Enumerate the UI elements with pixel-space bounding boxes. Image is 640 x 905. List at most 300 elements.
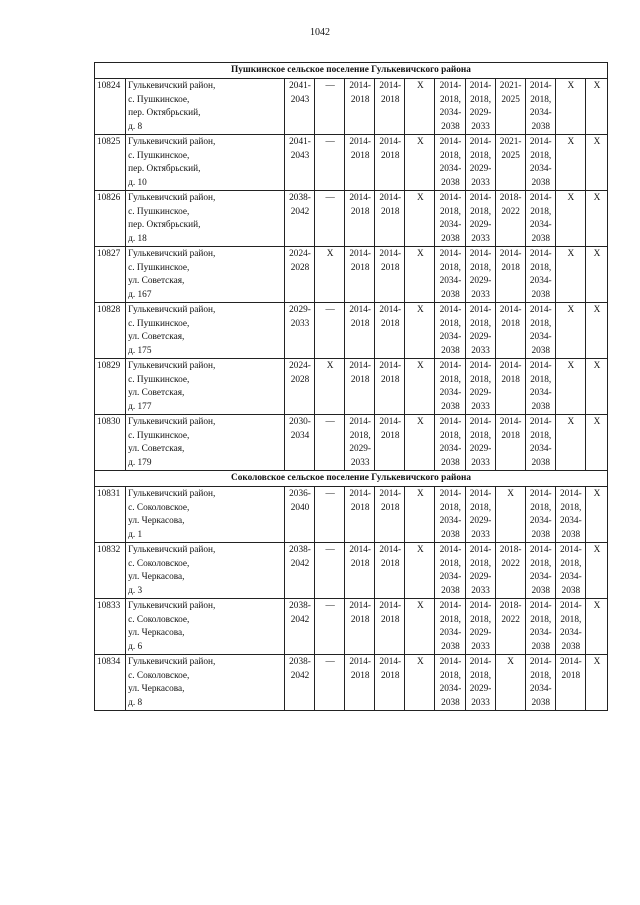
address-line: Гулькевичский район, xyxy=(128,81,216,91)
address-line: с. Соколовское, xyxy=(128,670,190,681)
term-cell xyxy=(375,599,405,655)
term-cell xyxy=(435,359,465,415)
term-line: 2018 xyxy=(380,558,400,569)
term-line: 2033 xyxy=(471,641,490,652)
address-cell xyxy=(126,415,285,471)
term-line: 2014- xyxy=(379,657,402,667)
term-line: 2034- xyxy=(529,516,552,526)
term-line: 2018 xyxy=(350,614,370,625)
term-line: 2018, xyxy=(470,206,492,217)
term-line: X xyxy=(567,361,575,371)
term-line: 2038- xyxy=(289,601,311,611)
term-line: 2014- xyxy=(469,137,492,147)
term-line: 2034- xyxy=(529,684,552,694)
term-cell xyxy=(555,543,585,599)
term-cell xyxy=(345,415,375,471)
term-line: 2038 xyxy=(441,289,460,300)
address-line: с. Соколовское, xyxy=(128,502,190,513)
term-line: 2038 xyxy=(441,529,460,540)
term-line: 2014- xyxy=(469,601,492,611)
term-line: 2018, xyxy=(530,262,552,273)
term-line: X xyxy=(417,249,424,259)
term-line: 2022 xyxy=(501,614,520,625)
term-line: 2042 xyxy=(290,558,310,569)
term-cell xyxy=(435,247,465,303)
term-line: — xyxy=(325,657,335,667)
term-line: 2014- xyxy=(559,489,582,499)
term-line: 2014- xyxy=(379,81,402,91)
term-line: 2029- xyxy=(469,572,492,582)
address-line: д. 3 xyxy=(128,585,143,596)
term-line: X xyxy=(567,417,575,427)
term-cell xyxy=(375,655,405,711)
term-line: 2034- xyxy=(529,220,552,230)
term-cell xyxy=(435,599,465,655)
term-line: 2018 xyxy=(380,94,400,105)
term-line: 2018, xyxy=(530,558,552,569)
table-row xyxy=(95,599,608,655)
term-line: X xyxy=(417,417,424,427)
term-line: 2018- xyxy=(499,601,522,611)
address-line: ул. Советская, xyxy=(128,332,185,342)
term-cell xyxy=(284,359,314,415)
term-line: 2018, xyxy=(440,262,461,273)
address-cell xyxy=(126,487,285,543)
address-line: ул. Советская, xyxy=(128,276,185,286)
term-cell xyxy=(315,415,345,471)
term-cell xyxy=(465,135,495,191)
address-cell xyxy=(126,359,285,415)
term-line: 2038- xyxy=(289,657,311,667)
term-line: 2014- xyxy=(439,361,462,371)
term-line: 2014- xyxy=(529,417,552,427)
term-cell xyxy=(585,359,607,415)
term-line: 2014- xyxy=(439,305,462,315)
term-line: 2038 xyxy=(531,585,551,596)
term-line: 2014- xyxy=(469,417,492,427)
term-line: 2014- xyxy=(379,305,402,315)
term-line: 2018, xyxy=(530,374,552,385)
address-line: Гулькевичский район, xyxy=(128,417,216,427)
term-cell xyxy=(345,191,375,247)
table-row xyxy=(95,655,608,711)
address-line: ул. Черкасова, xyxy=(128,516,185,526)
term-line: 2034- xyxy=(439,388,462,398)
term-line: 2034- xyxy=(529,572,552,582)
term-line: 2014- xyxy=(349,657,372,667)
term-line: X xyxy=(326,249,334,259)
term-line: 2014- xyxy=(499,305,522,315)
term-line: 2014- xyxy=(439,657,462,667)
term-line: 2018- xyxy=(499,193,522,203)
term-line: — xyxy=(325,193,335,203)
term-line: 2014- xyxy=(439,193,462,203)
term-line: 2018, xyxy=(560,502,582,513)
term-cell xyxy=(525,191,555,247)
term-line: 2038 xyxy=(441,177,460,188)
term-cell xyxy=(315,599,345,655)
term-line: 2018, xyxy=(440,150,461,161)
term-line: 2029- xyxy=(469,220,492,230)
address-line: ул. Черкасова, xyxy=(128,628,185,638)
term-line: 2018, xyxy=(530,150,552,161)
term-cell xyxy=(585,191,607,247)
term-line: 2038 xyxy=(531,641,551,652)
address-line: с. Пушкинское, xyxy=(128,430,190,441)
term-line: 2022 xyxy=(501,558,520,569)
term-line: 2034- xyxy=(439,572,462,582)
term-cell xyxy=(435,303,465,359)
term-line: 2018, xyxy=(440,502,461,513)
term-cell xyxy=(405,359,435,415)
term-cell xyxy=(585,599,607,655)
address-line: с. Пушкинское, xyxy=(128,206,190,217)
address-line: д. 167 xyxy=(128,289,152,300)
term-line: 2018, xyxy=(470,670,492,681)
term-line: 2018 xyxy=(380,374,400,385)
address-line: ул. Советская, xyxy=(128,388,185,398)
term-line: 2038 xyxy=(531,345,551,356)
term-line: 2038 xyxy=(441,457,460,468)
term-line: 2029- xyxy=(469,684,492,694)
term-line: 2033 xyxy=(290,318,310,329)
term-cell xyxy=(405,487,435,543)
term-line: 2018 xyxy=(380,502,400,513)
term-cell xyxy=(465,599,495,655)
term-line: 2018, xyxy=(530,206,552,217)
address-line: д. 18 xyxy=(128,233,147,244)
term-cell xyxy=(525,487,555,543)
term-cell xyxy=(465,655,495,711)
record-number: 10826 xyxy=(95,191,126,247)
term-line: 2029- xyxy=(469,108,492,118)
term-line: 2033 xyxy=(471,233,490,244)
term-cell xyxy=(525,135,555,191)
term-line: 2018, xyxy=(440,374,461,385)
term-line: 2038 xyxy=(531,177,551,188)
term-line: 2034 xyxy=(290,430,310,441)
term-line: 2028 xyxy=(290,262,310,273)
term-line: X xyxy=(593,305,601,315)
term-line: 2014- xyxy=(349,249,372,259)
term-line: X xyxy=(507,657,515,667)
term-cell xyxy=(315,359,345,415)
term-cell xyxy=(585,655,607,711)
term-cell xyxy=(284,79,314,135)
term-cell xyxy=(585,135,607,191)
term-line: 2014- xyxy=(469,305,492,315)
term-line: 2029- xyxy=(469,388,492,398)
term-line: 2038 xyxy=(441,401,460,412)
term-line: X xyxy=(567,137,575,147)
term-line: 2014- xyxy=(349,489,372,499)
term-line: 2038 xyxy=(531,233,551,244)
term-cell xyxy=(525,359,555,415)
section-title: Соколовское сельское поселение Гулькевичского района xyxy=(95,471,608,487)
term-line: 2041- xyxy=(289,137,311,147)
term-line: 2018 xyxy=(350,94,370,105)
term-cell xyxy=(495,247,525,303)
term-cell xyxy=(345,247,375,303)
term-line: 2018, xyxy=(530,94,552,105)
term-line: X xyxy=(326,361,334,371)
term-line: 2021- xyxy=(499,137,522,147)
term-line: 2018, xyxy=(349,430,371,441)
term-cell xyxy=(375,191,405,247)
term-line: 2033 xyxy=(350,457,370,468)
term-cell xyxy=(525,79,555,135)
table-row xyxy=(95,135,608,191)
term-line: 2038 xyxy=(531,529,551,540)
term-line: X xyxy=(593,417,601,427)
term-cell xyxy=(495,543,525,599)
term-cell xyxy=(465,543,495,599)
address-cell xyxy=(126,79,285,135)
term-cell xyxy=(555,79,585,135)
term-cell xyxy=(435,543,465,599)
term-line: 2034- xyxy=(529,628,552,638)
term-cell xyxy=(495,79,525,135)
address-line: д. 10 xyxy=(128,177,147,188)
term-line: 2018 xyxy=(380,670,400,681)
term-cell xyxy=(345,303,375,359)
page-number: 1042 xyxy=(310,27,330,38)
address-line: д. 177 xyxy=(128,401,152,412)
term-line: 2018, xyxy=(530,502,552,513)
table-row xyxy=(95,79,608,135)
term-line: 2034- xyxy=(529,444,552,454)
term-line: 2014- xyxy=(439,249,462,259)
address-line: с. Пушкинское, xyxy=(128,94,190,105)
term-line: 2042 xyxy=(290,670,310,681)
term-line: 2018, xyxy=(560,558,582,569)
term-line: 2034- xyxy=(439,444,462,454)
term-line: 2036- xyxy=(289,489,311,499)
term-line: 2038 xyxy=(441,641,460,652)
term-line: 2014- xyxy=(469,249,492,259)
term-cell xyxy=(315,487,345,543)
term-cell xyxy=(284,135,314,191)
term-line: 2014- xyxy=(469,81,492,91)
term-line: 2033 xyxy=(471,529,490,540)
term-line: 2034- xyxy=(439,516,462,526)
term-line: — xyxy=(325,137,335,147)
term-line: X xyxy=(417,305,424,315)
term-line: — xyxy=(325,417,335,427)
term-cell xyxy=(315,79,345,135)
term-line: 2034- xyxy=(559,628,582,638)
term-line: 2014- xyxy=(529,657,552,667)
term-line: 2018 xyxy=(380,206,400,217)
term-line: 2018 xyxy=(561,670,581,681)
record-number: 10834 xyxy=(95,655,126,711)
table-row xyxy=(95,303,608,359)
term-cell xyxy=(345,599,375,655)
address-line: д. 8 xyxy=(128,697,143,708)
table-row xyxy=(95,487,608,543)
term-line: 2014- xyxy=(349,305,372,315)
term-line: 2018 xyxy=(501,262,520,273)
term-cell xyxy=(405,247,435,303)
term-line: 2014- xyxy=(469,193,492,203)
term-line: 2025 xyxy=(501,94,520,105)
term-line: 2034- xyxy=(529,108,552,118)
table-row xyxy=(95,247,608,303)
term-line: 2034- xyxy=(529,164,552,174)
term-line: 2018, xyxy=(440,94,461,105)
term-cell xyxy=(555,135,585,191)
term-line: X xyxy=(567,81,575,91)
term-cell xyxy=(555,191,585,247)
term-cell xyxy=(495,655,525,711)
term-cell xyxy=(315,135,345,191)
term-cell xyxy=(465,487,495,543)
term-line: 2014- xyxy=(379,137,402,147)
term-line: 2018 xyxy=(350,206,370,217)
term-line: 2018, xyxy=(470,614,492,625)
term-line: 2014- xyxy=(439,489,462,499)
term-line: 2014- xyxy=(469,545,492,555)
term-cell xyxy=(585,487,607,543)
record-number: 10828 xyxy=(95,303,126,359)
term-line: 2018 xyxy=(380,318,400,329)
address-line: пер. Октябрьский, xyxy=(128,108,201,118)
term-line: X xyxy=(593,361,601,371)
term-line: 2014- xyxy=(499,417,522,427)
address-cell xyxy=(126,247,285,303)
term-cell xyxy=(375,303,405,359)
term-line: 2033 xyxy=(471,121,490,132)
term-line: 2038- xyxy=(289,545,311,555)
term-cell xyxy=(585,543,607,599)
term-line: X xyxy=(417,657,424,667)
term-cell xyxy=(495,599,525,655)
term-line: 2014- xyxy=(349,361,372,371)
term-line: X xyxy=(417,545,424,555)
address-line: Гулькевичский район, xyxy=(128,545,216,555)
term-line: 2014- xyxy=(529,601,552,611)
term-line: 2018 xyxy=(501,430,520,441)
register-table xyxy=(94,62,608,711)
term-line: 2018 xyxy=(350,558,370,569)
term-line: 2038 xyxy=(531,401,551,412)
term-cell xyxy=(375,135,405,191)
term-line: 2014- xyxy=(349,417,372,427)
term-cell xyxy=(525,303,555,359)
address-line: с. Пушкинское, xyxy=(128,262,190,273)
term-line: 2014- xyxy=(439,545,462,555)
term-line: 2033 xyxy=(471,585,490,596)
section-title: Пушкинское сельское поселение Гулькевичского района xyxy=(95,63,608,79)
term-line: 2021- xyxy=(499,81,522,91)
address-line: пер. Октябрьский, xyxy=(128,164,201,174)
term-line: 2014- xyxy=(439,81,462,91)
term-line: 2038 xyxy=(561,529,581,540)
term-cell xyxy=(525,543,555,599)
term-line: X xyxy=(593,601,601,611)
address-line: Гулькевичский район, xyxy=(128,305,216,315)
term-cell xyxy=(405,191,435,247)
term-line: 2024- xyxy=(289,361,311,371)
term-cell xyxy=(555,303,585,359)
term-line: 2038 xyxy=(441,121,460,132)
term-cell xyxy=(315,191,345,247)
term-line: 2030- xyxy=(289,417,311,427)
term-line: 2014- xyxy=(529,193,552,203)
term-line: 2034- xyxy=(439,108,462,118)
term-line: — xyxy=(325,305,335,315)
term-line: 2014- xyxy=(349,601,372,611)
term-line: 2014- xyxy=(529,361,552,371)
address-cell xyxy=(126,135,285,191)
term-cell xyxy=(315,655,345,711)
term-line: 2033 xyxy=(471,697,490,708)
term-cell xyxy=(435,191,465,247)
term-line: X xyxy=(417,193,424,203)
term-line: 2018, xyxy=(470,430,492,441)
term-line: 2038 xyxy=(531,697,551,708)
address-line: д. 175 xyxy=(128,345,152,356)
address-line: с. Пушкинское, xyxy=(128,374,190,385)
term-line: 2014- xyxy=(349,137,372,147)
term-line: X xyxy=(567,305,575,315)
term-line: 2018, xyxy=(530,670,552,681)
term-line: 2018, xyxy=(440,206,461,217)
term-line: 2014- xyxy=(379,417,402,427)
address-line: Гулькевичский район, xyxy=(128,361,216,371)
term-line: 2024- xyxy=(289,249,311,259)
term-line: 2038 xyxy=(441,585,460,596)
term-line: 2014- xyxy=(499,249,522,259)
term-line: 2043 xyxy=(290,150,310,161)
term-cell xyxy=(284,655,314,711)
address-line: д. 1 xyxy=(128,529,143,540)
term-line: 2014- xyxy=(349,81,372,91)
table-row xyxy=(95,415,608,471)
term-cell xyxy=(284,487,314,543)
term-cell xyxy=(465,79,495,135)
term-line: 2025 xyxy=(501,150,520,161)
address-line: ул. Советская, xyxy=(128,444,185,454)
term-line: 2018, xyxy=(440,318,461,329)
term-line: 2018- xyxy=(499,545,522,555)
term-line: 2014- xyxy=(349,545,372,555)
term-line: 2014- xyxy=(529,81,552,91)
table-row xyxy=(95,543,608,599)
term-line: 2034- xyxy=(439,628,462,638)
term-line: 2018, xyxy=(470,558,492,569)
term-line: 2018, xyxy=(470,374,492,385)
term-line: 2018, xyxy=(470,94,492,105)
term-cell xyxy=(375,79,405,135)
term-line: 2034- xyxy=(559,572,582,582)
term-line: — xyxy=(325,545,335,555)
term-line: 2014- xyxy=(379,361,402,371)
term-line: 2018, xyxy=(440,558,461,569)
record-number: 10827 xyxy=(95,247,126,303)
record-number: 10833 xyxy=(95,599,126,655)
term-cell xyxy=(345,79,375,135)
term-cell xyxy=(405,415,435,471)
term-cell xyxy=(525,415,555,471)
term-line: 2029- xyxy=(349,444,372,454)
address-line: с. Соколовское, xyxy=(128,558,190,569)
term-cell xyxy=(405,655,435,711)
address-line: пер. Октябрьский, xyxy=(128,220,201,230)
term-line: 2018 xyxy=(501,374,520,385)
term-line: 2038 xyxy=(531,121,551,132)
term-cell xyxy=(555,655,585,711)
